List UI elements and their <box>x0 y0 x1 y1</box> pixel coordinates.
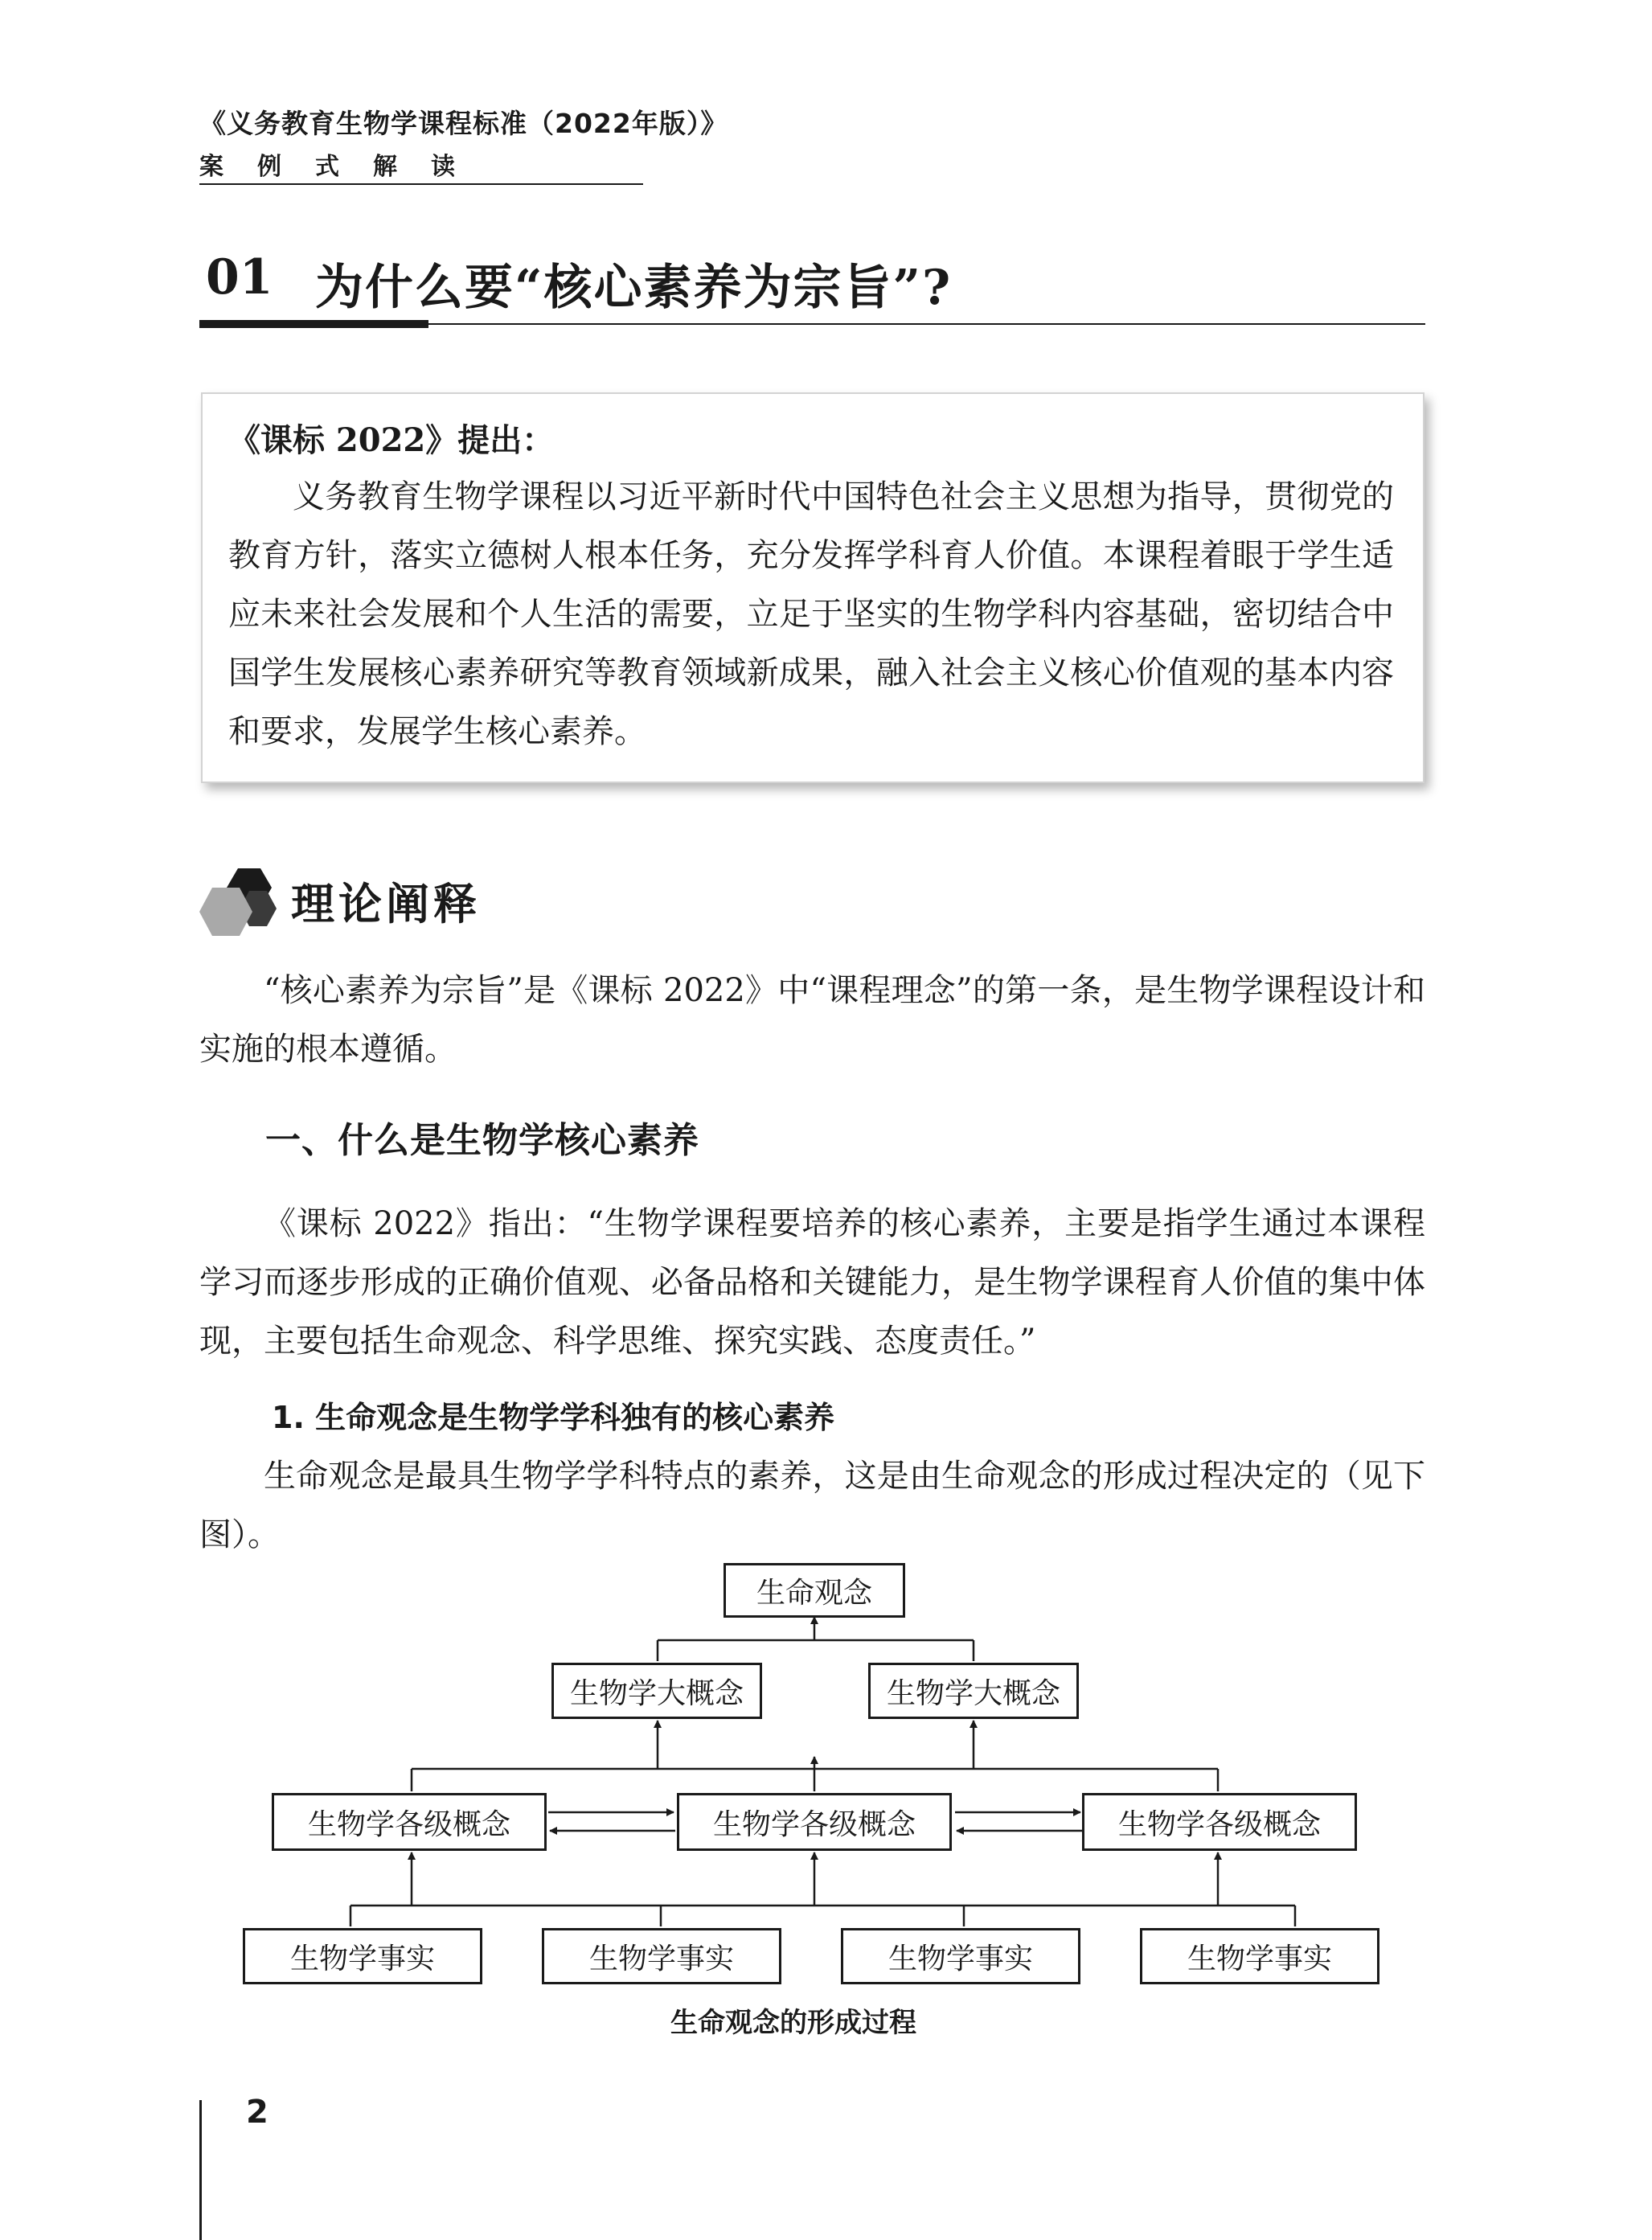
paragraph-definition: 《课标 2022》指出：“生物学课程要培养的核心素养，主要是指学生通过本课程学习而逐步形成的正确价值观、必备品格和关键能力，是生物学课程育人价值的集中体现，主要包括生命观念、科学思维、探究实践、态度责任。” <box>199 1205 1425 1360</box>
diagram-caption-text: 生命观念的形成过程 <box>670 2007 916 2039</box>
paragraph-intro: “核心素养为宗旨”是《课标 2022》中“课程理念”的第一条，是生物学课程设计和实施的根本遵循。 <box>199 972 1425 1068</box>
diagram-node-fact: 生物学事实 <box>243 1928 482 1984</box>
page-number: 2 <box>246 2094 269 2131</box>
subheading-core-literacy: 一、什么是生物学核心素养 <box>265 1120 699 1161</box>
section-heading: 理论阐释 <box>291 879 481 929</box>
paragraph-life-concept: 生命观念是最具生物学学科特点的素养，这是由生命观念的形成过程决定的（见下图）。 <box>199 1458 1425 1553</box>
quote-heading: 《课标 2022》提出： <box>228 421 555 459</box>
diagram-node-concept: 生物学各级概念 <box>1082 1793 1357 1851</box>
chapter-rule-accent <box>199 320 428 328</box>
diagram-node-fact: 生物学事实 <box>841 1928 1080 1984</box>
diagram-node-fact: 生物学事实 <box>1140 1928 1379 1984</box>
diagram-node-concept: 生物学各级概念 <box>677 1793 952 1851</box>
chapter-title: 为什么要“核心素养为宗旨”? <box>315 260 953 316</box>
diagram-node-concept: 生物学各级概念 <box>272 1793 547 1851</box>
diagram-node-big-concept: 生物学大概念 <box>868 1663 1079 1719</box>
hexagon-icon <box>199 864 280 937</box>
diagram-node-life-concept: 生命观念 <box>724 1563 905 1618</box>
diagram-node-fact: 生物学事实 <box>542 1928 781 1984</box>
subheading-life-concept: 1. 生命观念是生物学学科独有的核心素养 <box>272 1400 835 1435</box>
footer-rule <box>199 2100 202 2240</box>
header-rule <box>199 183 643 185</box>
chapter-number: 01 <box>206 249 273 306</box>
diagram-node-big-concept: 生物学大概念 <box>551 1663 762 1719</box>
running-header-subtitle: 案例式解读 <box>199 153 489 181</box>
running-header-title: 《义务教育生物学课程标准（2022年版）》 <box>199 108 728 139</box>
quote-body: 义务教育生物学课程以习近平新时代中国特色社会主义思想为指导，贯彻党的教育方针，落实立德树人根本任务，充分发挥学科育人价值。本课程着眼于学生适应未来社会发展和个人生活的需要，立足于坚实的生物学科内容基础，密切结合中国学生发展核心素养研究等教育领域新成果，融入社会主义核心价值观的基本内容和要求，发展学生核心素养。 <box>228 478 1394 750</box>
diagram-caption <box>0 2000 1652 2040</box>
